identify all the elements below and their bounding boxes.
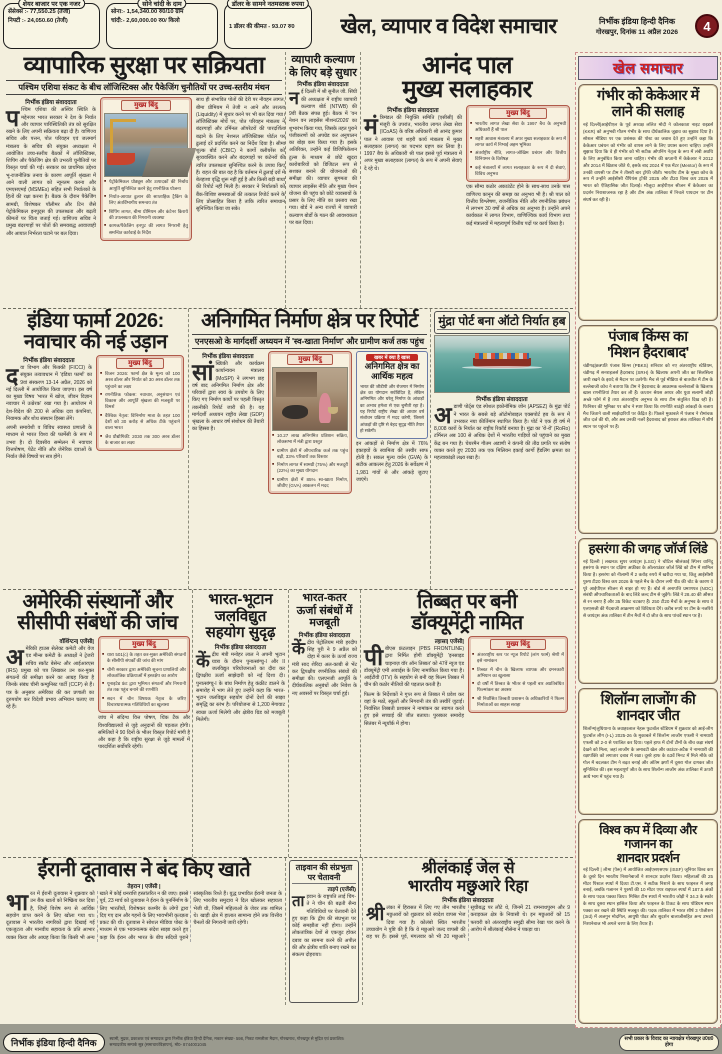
headline: ताइवान की संप्रभुता पर चेतावनी (292, 863, 356, 884)
key-points-list (100, 371, 180, 446)
sports-article-gambhir-kkr (578, 84, 718, 321)
harbor-cranes-photo (104, 113, 188, 177)
page-number-badge: 4 (695, 14, 719, 38)
key-point: ■ कागज/पैकेजिंग इनपुट की लागत निगरानी हेतु समन्वित कार्रवाई के निर्देश (104, 223, 188, 236)
key-points-title: मुख्य बिंदु (119, 639, 169, 650)
dateline: ल्हासा| एजेंसी| (434, 639, 464, 645)
key-points-list (104, 179, 188, 235)
drop-cap: द (6, 363, 19, 389)
key-points-list (272, 433, 348, 489)
drop-cap: प (6, 105, 20, 132)
sports-body: नई दिल्ली | लखनऊ सुपर जायंट्स (LSG) ने चोटिल श्रीलंकाई स्पिनर वानिंदु हसरंगा के स्थान पर दक्षिण अफ्रीका के ऑलराउंडर जॉर्ज लिंडे को टीम में शामिल किया है। हसरंगा को नीलामी में 2 करोड़ रुपये में खरीदा गया था, किंतु आईसीसी पुरुष टी20 विश्व कप 2026 के पहले मैच के दौरान लगी पीठ की चोट के कारण वे पूरे आईपीएल सीजन से बाहर हो गए हैं। बोर्ड से अनापत्ति प्रमाणपत्र (NOC) संबंधी औपचारिकताओं के बाद लिंडे जल्द टीम से जुड़ेंगे। लिंडे ने 28.40 की औसत से रन बनाए हैं और 35 विकेट चटकाए हैं। 250 टी20 मैचों के अनुभव के साथ वे एलएसजी की गेंदबाजी आक्रमण को विविधता देंगे। करीब रुपये पर टीम के नजरिये से जायंट्स अंक तालिका में तीन मैचों में दो जीत के साथ पांचवें स्थान पर है। (583, 558, 714, 618)
article-bhutan-hydro (193, 590, 289, 857)
article-iran-embassy (3, 858, 286, 1005)
article-india-pharma (3, 309, 189, 589)
drop-cap: श्री (366, 904, 385, 926)
sports-rail (575, 52, 721, 1028)
headline-line1: आनंद पाल (422, 52, 512, 79)
article-anand-pal (361, 52, 573, 308)
headline-line2: सीसीपी संबंधों की जांच (17, 612, 178, 634)
key-point: ■ शिपिंग लागत, बीमा प्रीमियम और कंटेनर किराये की उपलब्धता की निगरानी व्यवस्था (104, 209, 188, 222)
drop-cap: मं (364, 112, 378, 139)
hut-shape (276, 372, 317, 397)
article-body: दवा विभाग और फिक्की (FICCI) के संयुक्त तत्वावधान में 'इंडिया फार्मा' का 9वां संस्करण 13-14 अप्रैल, 2026 को नई दिल्ली में आयोजित किया जाएगा। इस वर्ष का मुख्य विषय 'भारत में खोज, जीवन विज्ञान नवाचार में उत्प्रेरक' रखा गया है। आयोजन में देश-विदेश की 200 से अधिक दवा कंपनियां, नियामक और शोध संस्थान हिस्सा लेंगे। (6, 363, 92, 422)
byline: निर्भीक इंडिया संवाददाता (202, 354, 254, 360)
headline-line2: मुख्य सलाहकार (402, 76, 532, 104)
key-points-list (472, 652, 564, 708)
byline: निर्भीक इंडिया संवाददाता (387, 107, 439, 114)
key-point: ■ निर्माण लागत में सामग्री (75%) और मजदूरी (22%) का मुख्य योगदान (272, 462, 348, 475)
key-points-title: मुख्य बिंदु (490, 639, 545, 650)
byline: निर्भीक इंडिया संवाददाता (297, 82, 349, 89)
sensex-value: सेंसेक्स :- 77,550.25 (तेजी) (8, 9, 71, 15)
sports-headline: हसरंगा की जगह जॉर्ज लिंडे (588, 541, 708, 556)
key-point: ■ धारा 501(c) के तहत कर-मुक्त अमेरिकी संगठनों के सीसीपी संपर्कों की जांच की मांग (102, 652, 186, 665)
headline: भारत-कतर ऊर्जा संबंधों में मजबूती (296, 592, 353, 630)
sports-body: नई दिल्ली | लीमा (पेरू) में आयोजित आईएसएसएफ (ISSF) जूनियर विश्व कप के दूसरे दिन भारतीय निशानेबाजों ने शानदार प्रदर्शन किया। महिलाओं की 25 मीटर पिस्टल स्पर्धा में दिव्या टी.एस. ने सटीक निशाने के साथ फाइनल में जगह बनाई, जबकि गजानन ने पुरुषों की 10 मीटर एयर राइफल स्पर्धा में 187.5 अंकों के साथ पदक पक्का किया। मिश्रित टीम स्पर्धा में भारतीय जोड़ी ने 34.3 के स्कोर के साथ दूसरा स्थान हासिल किया और फाइनल के टिकट के साथ पोडियम स्थान पक्का कर रखने की स्थिति मजबूत की। पदक तालिका में भारत शीर्ष 3 पोजीशन (3rd) में अजगुन मोदगिल, आयुषी पोढर और सुदर्शन बालाजीसहित अन्य उभरते निशानेबाज भी अगले चरण के लिए तैयार हैं। (583, 867, 713, 926)
key-point: ■ श्री निर्वासित तिब्बती प्रशासन के अधिकारियों ने फिल्म निर्माताओं का साहस सराहा (472, 696, 564, 709)
sports-article-punjab-kings (578, 325, 718, 534)
highlight-box (356, 351, 428, 439)
sports-banner: खेल समाचार (578, 56, 718, 80)
article-body: नई दिल्ली में श्री सुनील जी. सिंघी की अध्यक्षता में राष्ट्रीय व्यापारी कल्याण बोर्ड (NTWB) की 9वीं बैठक संपन्न हुई। बैठक में 'वन नेशन वन लाइसेंस मीशन/2026' का शुभारंभ किया गया, जिसके तहत पुराने पंजीकरणों को अपग्रेड कर अनुपालन का बोझ कम किया गया है। इसके अतिरिक्त, उन्होंने कई डिजिफिकेशन टूल्स के माध्यम से छोटे खुदरा कारोबारियों को डिजिटल रूप से सशक्त बनाने की योजनाओं की समीक्षा की। व्यापार सुगमता की व्यापार लाइसेंस नीति और मुख्य पेंशन योजना की पहुंच को छोटे व्यवसायों के प्रसार के लिए नीति का प्रस्ताव रखा गया। बोर्ड ने अन्य राज्यों में व्यापारी कल्याण बोर्डों के गठन की आवश्यकता पर बल दिया। (289, 88, 357, 226)
drop-cap: सां (192, 359, 214, 385)
key-point: ■ कई मंत्रालयों में लागत सलाहकार के रूप में दी सेवाएं, विविध अनुभव (470, 165, 566, 178)
key-points-box (468, 636, 568, 713)
dock-shape (142, 148, 196, 177)
metal-ticker-box (106, 3, 218, 49)
basket-shape (328, 407, 338, 414)
highlight-title: अनिगमित क्षेत्र का आर्थिक महत्व (364, 361, 420, 381)
key-points-title: मुख्य बिंदु (489, 108, 547, 119)
crane-icon (110, 119, 113, 153)
article-body: अमेरिकी हाउस सेलेक्ट कमेटी और वेज एंड मीन्स कमेटी के अध्यक्षों ने ट्रेजरी सचिव स्कॉट बेसेन्ट और आईआरएस (IRS) प्रमुख को पत्र लिखकर उन कर-मुक्त संगठनों की समीक्षा करने का आग्रह किया है जिनके संबंध चीनी कम्युनिस्ट पार्टी (CCP) से हैं। पत्र के अनुसार अमेरिका की कर प्रणाली का दुरुपयोग कर विदेशी प्रभाव अभियान चलाए जा रहे हैं। (6, 644, 94, 710)
key-points-list (102, 652, 186, 708)
nifty-value: निफ्टी :- 24,050.60 (तेजी) (8, 17, 68, 24)
headline-line2: भारतीय मछुआरे रिहा (407, 877, 529, 895)
byline: निर्भीक इंडिया संवाददाता (476, 397, 528, 404)
masthead-edition: गोरखपुर, दिनांक 11 अप्रैल 2026 (595, 29, 679, 36)
article-body: भारत में ईरानी दूतावास ने शुक्रवार को उन बैंक खातों को निष्क्रिय कर दिया है, जिन्हें विशेष रूप से आर्थिक सहयोग प्राप्त करने के लिए खोला गया था। दूतावास ने भारतीय नागरिकों द्वारा दिखाई गई एकजुटता और मानवीय सहायता के प्रति आभार व्यक्त किया और आग्रह किया कि किसी भी अन्य खाते में कोई धनराशि हस्तांतरित न की जाए। इससे पूर्व, 23 मार्च को दूतावास ने ईरान के पुनर्निर्माण के लिए भारतीयों, विशेषकर कश्मीर के लोगों द्वारा दिए गए दान और गहनों के लिए भावभीनी कृतज्ञता प्रकट की थी। दूतावास ने सोशल मीडिया पोस्ट के माध्यम से एक भावनात्मक संदेश साझा करते हुए कहा कि ईरान और भारत के बीच सदियों पुराने सांस्कृतिक रिश्ते हैं। युद्ध प्रभावित ईरानी जनता के लिए भारतीय समुदाय ने दिल खोलकर सहायता भेजी थी, जिसमें महिलाओं के जेवर तक शामिल थे। खाड़ी क्षेत्र में हालात सामान्य होने तक वित्तीय चैनलों की निगरानी जारी रहेगी। (6, 889, 282, 941)
drop-cap: ता (292, 893, 305, 911)
footer-logo: निर्भीक इंडिया हिन्दी दैनिक (3, 1033, 105, 1052)
article-body: श्री लंका में हिरासत में लिए गए तीन भारतीय मछुआरों को शुक्रवार को स्वदेश वापस भेज दिया गया है। कोलंबो स्थित भारतीय उच्चायोग ने पुष्टि की है कि ये मछुआरे जल्द वापसी की राह पर हैं। इससे पूर्व, मंगलवार को भी 20 मछुआरे सूचीबद्ध पर लौटे थे, जिनमें 21 रामनाथपुरम और 9 कराइकल क्षेत्र के निवासी थे। इन मछुआरों को 15 फरवरी को अंतरराष्ट्रीय समुद्री सीमा रेखा पार करने के आरोप में श्रीलंकाई नौसेना ने पकड़ा था। (366, 904, 570, 941)
drop-cap: अ (434, 402, 452, 429)
highlight-chip: खबर में क्या है खास (366, 354, 417, 361)
crane-arm-icon (110, 119, 136, 122)
key-point: ■ अंतरराष्ट्रीय स्तर पर न्यूज रिपोर्ट (लांग फार्म) श्रेणी में इसे नामांकन (472, 652, 564, 665)
key-point: ■ पेट्रोकेमिकल प्रोड्यूस और उत्पादकों की निर्बाध आपूर्ति सुनिश्चित करने हेतु रणनीतिक योजना (104, 179, 188, 192)
article-body: ताइवान के राष्ट्रपति लाई चिंग-ते ने चीन की बढ़ती सैन्य गतिविधियों पर चेतावनी देते हुए कहा कि द्वीप की संप्रभुता पर कोई समझौता नहीं होगा। उन्होंने लोकतांत्रिक देशों से एकजुट होकर दबाव का सामना करने की अपील की और क्षेत्रीय शांति बनाए रखने का संकल्प दोहराया। (292, 893, 356, 959)
wake-shape (462, 366, 542, 369)
masthead-name: निर्भीक इंडिया हिन्दी दैनिक (598, 17, 676, 26)
key-point: ■ 10.27 लाख अनिगमित प्रतिष्ठान सक्रिय, लोकसभा में मंत्री द्वारा प्रस्तुत (272, 433, 348, 446)
byline: निर्भीक इंडिया संवाददाता (442, 898, 494, 905)
masthead (585, 16, 689, 36)
highlight-body: भारत की जीडीपी और रोजगार में निर्माण क्षेत्र का योगदान सर्वविदित है, लेकिन अनिगमित और घरेलू निर्माण के आंकड़ों का अभाव हमेशा से एक चुनौती रहा है। यह रिपोर्ट राष्ट्रीय लेखा की आधार वर्ष संशोधन प्रक्रिया में मदद करेगी, जिससे आंकड़ों की दृष्टि से बेहद सुदृढ़ नीति तैयार हो सकेगी। (360, 383, 424, 434)
key-points-box (96, 355, 184, 451)
article-body-continued: जांच में संदिग्ध वित्त पोषण, थिंक टैंक और विश्वविद्यालयों से जुड़े अनुदानों की पड़ताल होगी। समितियों ने 90 दिनों के भीतर विस्तृत रिपोर्ट मांगी है और कहा है कि राष्ट्रीय सुरक्षा से जुड़े मामलों में पारदर्शिता सर्वोपरि रहेगी। (98, 715, 190, 751)
sports-body: शिलॉन्ग|लुधियाना के जवाहरलाल नेहरू फुटबॉल स्टेडियम में शुक्रवार को आई-लीग फुटबॉल लीग (I-L) 2025-26 के मुकाबले में शिलॉन्ग लाजोंग एफसी ने नामधारी एफसी को 2-0 से पराजित कर दिया। पहले हाफ में दोनों टीमों के बीच कड़ा संघर्ष देखने को मिला, जहां लाजोंग के जमावटी खेल और काउंटर-अटैक ने नामधारी की रक्षापंक्ति को लगातार दबाव में रखा। दूसरे हाफ के 63वें मिनट में मिले मौके को गोल में बदलकर टीम ने बढ़त बनाई और अंतिम क्षणों में दूसरा गोल दागकर जीत सुनिश्चित की। इस महत्वपूर्ण जीत के साथ शिलॉन्ग लाजोंग अंक तालिका में ऊपरी आधे भाग में पहुंच गया है। (583, 726, 713, 779)
headline: मुंद्रा पोर्ट बना ऑटो निर्यात हब (437, 314, 567, 330)
sports-article-shillong-lajong (578, 688, 718, 815)
drop-cap: अ (6, 644, 24, 670)
article-body-continued: इन आंकड़ों से निर्माण क्षेत्र में 76% इकाइयों के स्वामित्व की तस्वीर साफ होती है। सकल मूल्य वर्धन (GVA) के सटीक आकलन हेतु 2026 के सर्वेक्षण में 1,981 गांवों से और आंकड़े जुटाए जाएंगे। (356, 440, 428, 483)
headline-line1: इंडिया फार्मा 2026: (27, 310, 164, 332)
article-construction-report (189, 309, 431, 589)
article-body: केंद्रीय मंत्री मनोहर लाल ने अपनी भूटान यात्रा के दौरान पुनात्सांग्चु-I और II जलविद्युत परियोजनाओं का दौरा कर द्विपक्षीय ऊर्जा साझेदारी को नई दिशा दी। पुनात्सांग्चु-I के बांध निर्माण हेतु कंक्रीट डालने के समारोह में भाग लेते हुए उन्होंने कहा कि भारत-भूटान जलविद्युत सहयोग दोनों देशों की साझा समृद्धि का स्तंभ है। परियोजना से 1,200 मेगावाट स्वच्छ ऊर्जा मिलेगी और क्षेत्रीय ग्रिड को मजबूती मिलेगी। (196, 650, 285, 723)
article-us-ccp-probe (3, 590, 193, 857)
article-mundra-port (431, 309, 573, 589)
top-ticker-bar (3, 3, 719, 49)
key-point: ■ जैव प्रौद्योगिकी: 2030 तक 300 अरब डॉलर के बाजार का लक्ष्य (100, 434, 180, 447)
key-points-title: मुख्य बिंदु (116, 358, 164, 369)
dollar-ticker-box (224, 3, 312, 49)
sports-headline: विश्व कप में दिव्या और गजानन का शानदार प्रदर्शन (599, 823, 697, 865)
key-point: ■ तिब्बत में चीन के खिलाफ व्यापक और दमनकारी अभियान का खुलासा (472, 667, 564, 680)
main-news-area (3, 52, 573, 1028)
key-points-box (98, 636, 190, 713)
key-point: ■ अंतर्राष्ट्रीय नीति, लागत-जोखिम प्रबंधन और वित्तीय विनियमन के विशेषज्ञ (470, 150, 566, 163)
key-points-list (470, 121, 566, 177)
sports-article-shooting-worldcup (578, 819, 718, 1024)
article-taiwan-warning (286, 858, 363, 1005)
article-body: अडाणी पोर्ट्स एंड स्पेशल इकोनॉमिक जोन (APSEZ) के मुंद्रा पोर्ट ने भारत के सबसे बड़े ऑटोमोबाइल एक्सपोर्ट हब के रूप में उभरकर नया कीर्तिमान स्थापित किया है। पोर्ट ने एक ही वर्ष में 8,008 कारों के निर्यात का राष्ट्रीय रिकॉर्ड बनाया है। मुंद्रा का 'रो-रो' (RoRo) टर्मिनल अब 100 से अधिक देशों में भारतीय गाड़ियों को पहुंचाने का मुख्य केंद्र बन गया है। चेयरमैन गौतम अडाणी ने कंपनी की तीव्र प्रगति पर संतोष व्यक्त करते हुए 2030 तक एक मिलियन इकाई कार्गो हैंडलिंग क्षमता का महत्वाकांक्षी लक्ष्य रखा है। (434, 402, 570, 462)
containers-shape (475, 353, 529, 359)
byline: निर्भीक इंडिया संवाददाता (214, 644, 267, 651)
article-body-continued: एक सौम्य कठोर अकाउंटेंट होने के साथ-साथ उनके पास वाणिज्य कानून की समझ का अनुभव भी है। श्री पाल को वित्तीय विश्लेषण, राजनीतिक नीति और रणनीतिक प्रबंधन में लगभग 30 वर्षों से अधिक का अनुभव है। उन्होंने अपने कार्यकाल में लागत विभाग, वाणिज्यिक कार्य विभाग तथा कई मंत्रालयों में महत्वपूर्ण वित्तीय पदों पर कार्य किया है। (466, 184, 570, 227)
key-point: ■ निर्यात-आयात ढुलान की साप्ताहिक ट्रैकिंग के लिए अंतर्विभागीय समन्वय तंत्र (104, 194, 188, 207)
key-point: ■ सदन में चीन विषयक नेतृत्व के जरिए विचारधारात्मक गतिविधियों का खुलासा (102, 696, 186, 709)
headline-line1: तिब्बत पर बनी (417, 591, 517, 613)
jurisdiction-note: सभी प्रकार के विवाद का न्यायक्षेत्र गोरखपुर उ0प्र0 होगा (619, 1034, 719, 1051)
key-points-title: मुख्य बिंदु (287, 354, 333, 365)
drop-cap: न (289, 88, 299, 109)
dollar-ticker-title: डॉलर के सामने नतमस्तक रुपया (227, 0, 309, 9)
article-qatar-energy (289, 590, 361, 857)
article-body: पीबीएस फ्रंटलाइन (PBS FRONTLINE) द्वारा निर्मित होगी डॉक्यूमेंट्री 'इनसाइड चाइनाज़ वॉर ऑन तिब्बत' को 47वें न्यूज एंड डॉक्यूमेंट्री एमी अवार्ड्स के लिए नामांकित किया गया है। आईटीवी (ITV) के सहयोग से बनी यह फिल्म तिब्बत में चीन की कठोर नीतियों की पड़ताल करती है। (364, 644, 464, 689)
drop-cap: कें (196, 650, 210, 671)
sports-body: नई दिल्ली|आईपीएल के पूर्व अध्यक्ष ललित मोदी ने कोलकाता नाइट राइडर्स (KKR) को अनुभवी गौतम गंभीर के साथ दीर्घकालिक जुड़ाव का सुझाव दिया है। सोशल मीडिया पर एक प्रशंसक की पोस्ट का जवाब देते हुए उन्होंने कहा कि केकेआर प्रबंधन को गंभीर को वापस लाने के लिए प्रयास करना चाहिए। उन्होंने सुझाव दिया कि वे ही गंभीर को भी सटीक ओपनिंग नेतृत्व के रूप में लंबी अवधि के लिए अनुबंधित किया जाना चाहिए। गंभीर की कप्तानी में केकेआर ने 2012 और 2014 में खिताब जीते थे, इसके बाद 2024 में एक मेंटर (Mentor) के रूप में उनकी वापसी पर टीम ने तीसरी बार ट्रॉफी जीती। भारतीय टीम के मुख्य कोच के रूप में उन्होंने आईसीसी चैंपियंस ट्रॉफी 2025 और टी20 विश्व कप 2026 में भारत को ऐतिहासिक जीत दिलाई। मौजूदा आईपीएल सीजन में केकेआर का प्रदर्शन निराशाजनक रहा है और टीम अंक तालिका में निचले पायदान पर टीम संघर्ष कर रही है। (583, 122, 713, 202)
drop-cap: कें (292, 638, 306, 658)
headline: अनिगमित निर्माण क्षेत्र पर रिपोर्ट (201, 310, 418, 332)
silver-value: चांदी:- 2,60,000.00 रु0/ किलो (111, 17, 180, 24)
key-point: ■ शहरी आवास मंत्रालय में अपर मुख्य सलाहकार के रूप में लागत कार्य में निभाई अहम भूमिका (470, 136, 566, 149)
key-point: ■ विजन 2026: फार्मा क्षेत्र के मूल्य को 100 अरब डॉलर और निर्यात को 30 अरब डॉलर तक पहुंचाने का लक्ष्य (100, 371, 180, 390)
subhead: एनएसओ के मार्गदर्शी अध्ययन में 'स्व-खाता निर्माण' और ग्रामीण कर्ज तक पहुंच (192, 334, 427, 349)
container-ship-photo (434, 335, 570, 393)
section-title: खेल, व्यापार व विदेश समाचार (340, 15, 557, 38)
sports-headline: गंभीर को केकेआर में लाने की सलाह (597, 88, 699, 121)
article-trade-security (3, 52, 286, 308)
byline: निर्भीक इंडिया संवाददाता (23, 358, 75, 364)
headline: व्यापारिक सुरक्षा पर सक्रियता (23, 52, 265, 79)
ship-hull-shape (107, 153, 135, 165)
village-scene-photo (272, 367, 348, 431)
gold-value: सोना:- 1,54,340.00 रु0/10 ग्राम (111, 9, 184, 15)
subhead: पश्चिम एशिया संकट के बीच लॉजिस्टिक्स और पैकेजिंग चुनौतियों पर उच्च-स्तरीय मंथन (6, 80, 282, 95)
article-trader-welfare (286, 52, 361, 308)
sports-headline: पंजाब किंग्स का 'मिशन हैदराबाद' (607, 329, 689, 362)
imprint-footer (3, 1030, 719, 1054)
article-body: मंत्रिमंडल की नियुक्ति समिति (एसीसी) की मंजूरी के उपरांत, भारतीय लागत लेखा सेवा (ICoAS) के वरिष्ठ अधिकारी श्री आनंद कुमार पाल ने आवास एवं शहरी कार्य मंत्रालय में मुख्य सलाहकार (लागत) का पदभार ग्रहण कर लिया है। 1997 बैच के अधिकारी श्री पाल इससे पूर्व मंत्रालय में अपर मुख्य सलाहकार (लागत) के रूप में अपनी सेवाएं दे रहे थे। (364, 112, 462, 172)
headline: ईरानी दूतावास ने बंद किए खाते (37, 859, 251, 881)
byline: निर्भीक इंडिया संवाददाता (25, 100, 77, 107)
article-body-more: फिल्म के निर्देशकों ने गुप्त रूप से तिब्बत में प्रवेश कर वहां के मठों, स्कूलों और निगरानी तंत्र की तस्वीरें जुटाईं। निर्वासित तिब्बती प्रशासन ने नामांकन का स्वागत करते हुए इसे सच्चाई की जीत बताया। पुरस्कार समारोह सितंबर में न्यूयॉर्क में होगा। (364, 691, 464, 727)
imprint-text: स्वामी, मुद्रक, प्रकाशक एवं सम्पादक द्वारा निर्भीक इंडिया हिन्दी दैनिक, मकान संख्या- 598, निकट रामलीला मैदान, गोरखनाथ, गोरखपुर से मुद्रित एवं प्रकाशित। सम्पादकीय सम्पर्क सूत्र (समाचार/विज्ञापन), मो0- 8744001045 (109, 1036, 345, 1047)
dateline: वॉशिंग्टन| एजेंसी| (59, 639, 94, 645)
key-point: ■ चीनी सरकार द्वारा अमेरिकी सूचना प्रणालियों और लोकतांत्रिक प्रक्रियाओं में हस्तक्षेप का आरोप (102, 667, 186, 680)
headline-line2: नवाचार की नई उड़ान (23, 331, 168, 353)
article-body-continued: साथ ही संभावित पोतों की देरी पर नौवहन लागत, बीमा प्रीमियम में तेजी न आने और तरलता (Liquidity) में सुधार करने पर भी बल दिया गया। लॉजिस्टिक्स मोर्चे पर, पोत परिवहन मंत्रालय ने बंदरगाहों और टर्मिनल ऑपरेटरों की पारदर्शिता बढ़ाने के लिए नेशनल लॉजिस्टिक्स पोर्टल पर ढुलाई दरें प्रदर्शित करने का निर्देश दिया है। सीमा शुल्क बोर्ड (CBIC) ने कार्गो क्लीयरेंस को सुव्यवस्थित करने और बंदरगाहों पर कंटेनरों की त्वरित उपलब्धता सुनिश्चित करने के उपाय किए हैं। राहत की बात यह है कि वर्तमान में ढुलाई दरों में बेतहाशा वृद्धि शुरू नहीं हुई है और किसी बड़ी बाधा की रिपोर्ट नहीं मिली है। सरकार ने निर्यातकों को बैंक-विशिष्ट समस्याओं की तत्काल रिपोर्ट करने के लिए प्रोत्साहित किया है ताकि त्वरित समाधान सुनिश्चित किया जा सके। (196, 97, 286, 213)
headline: भारत-भूटान जलविद्युत सहयोग सुदृढ़ (205, 591, 276, 641)
sports-headline: शिलॉन्ग लाजोंग की शानदार जीत (600, 692, 696, 725)
drop-cap: पी (364, 644, 384, 670)
key-point: ■ भारतीय लागत लेखा सेवा के 1997 बैच के अनुभवी अधिकारी हैं श्री पाल (470, 121, 566, 134)
key-points-box (100, 97, 192, 240)
key-point: ■ ग्रामीण क्षेत्रों में 85% स्व-खाता निर्माण, जीवीए (GVA) आकलन में मदद (272, 477, 348, 490)
key-points-title: मुख्य बिंदु (121, 100, 171, 111)
sports-body: चंडीगढ़|छत्रपति पंजाब किंग्स (PBKS) शनिवार को नए अंतरराष्ट्रीय स्टेडियम, चंडीगढ़ में सनराइजर्स हैदराबाद (SRH) के खिलाफ अपनी जीत का सिलसिला जारी रखने के इरादे से मैदान पर उतरेगी। मैच से पूर्व मीडिया से बातचीत में टीम के बल्लेबाजी कोच ने बताया कि टीम ने हैदराबाद के आक्रामक बल्लेबाजों के खिलाफ खास रणनीतियां तैयार कर ली हैं। कप्तान श्रेयस अय्यर और युवा सलामी जोड़ी अच्छे फॉर्म में है तथा अंतरराष्ट्रीय अनुभव के साथ टीम संतुलित दिख रही है। फिनिशर की भूमिका पर कोच ने स्पष्ट किया कि रणनीति बाउंड्री आंकड़ों के बजाय मैच जिताने वाली साझेदारियों पर केंद्रित है। पिछले मुकाबले में पंजाब ने रोमांचक जीत दर्ज की थी, और अब उनकी नजरें हैदराबाद को हराकर अंक तालिका में शीर्ष स्थान पर पहुंचने पर हैं। (583, 363, 713, 430)
article-body: पश्चिम एशिया की अस्थिर स्थिति के मद्देनजर भारत सरकार ने देश के निर्यात और व्यापार पारिस्थितिकी तंत्र को सुरक्षित रखने के लिए अपनी सक्रियता बढ़ा दी है। वाणिज्य सचिव और पत्तन, पोत परिवहन एवं जलमार्ग मंत्रालय के सचिव की संयुक्त अध्यक्षता में आयोजित उच्च-स्तरीय बैठकों में लॉजिस्टिक्स, शिपिंग और पैकेजिंग क्षेत्र की उभरती चुनौतियों पर विस्तृत चर्चा की गई। सरकार का प्राथमिक उद्देश्य भू-राजनीतिक तनाव के कारण आपूर्ति श्रृंखला में आने वाली लागत को न्यूनतम करना और एमएसएमई (MSMEs) सहित सभी निर्यातकों के हितों की रक्षा करना है। बैठक के दौरान पैकेजिंग सामग्री, विशेषकर पॉलीमर और टिन जैसे पेट्रोकेमिकल इनपुट्स की उपलब्धता और बढ़ती कीमतों पर चिंता जताई गई। वाणिज्य सचिव ने प्रमुख बंदरगाहों पर पोतों की समयबद्ध आवाजाही और आयात निर्भरता घटाने पर बल दिया। (6, 105, 96, 237)
key-points-box (268, 351, 352, 494)
article-fishermen-released (363, 858, 573, 1005)
dateline: तेहरान | एजेंसी | (127, 884, 161, 890)
article-body: केंद्रीय पेट्रोलियम मंत्री हरदीप सिंह पुरी ने 9 अप्रैल को दोहा में कतर के ऊर्जा राज्य मंत्री साद शेरिदा अल-काबी से भेंट कर द्विपक्षीय रणनीतिक संबंधों की समीक्षा की। एलएनजी आपूर्ति के दीर्घकालिक अनुबंधों और निवेश के नए अवसरों पर विस्तृत चर्चा हुई। (292, 638, 357, 697)
mundra-headline-box (434, 311, 570, 334)
article-body-more: अपनी समावेशी व विविध स्वास्थ्य प्रणाली के माध्यम से भारत विश्व की फार्मेसी के रूप में उभरा है। दो दिवसीय सम्मेलन में नवाचार वित्तपोषण, पेटेंट नीति और जेनेरिक दवाओं के निर्यात जैसे विषयों पर सत्र होंगे। (6, 425, 92, 460)
key-point: ■ दो वर्षों में तिब्बत के भीतर से पहली बार अप्रतिबंधित फिल्मांकन का अवसर (472, 681, 564, 694)
key-points-box (466, 105, 570, 182)
dateline: ताइपे (एजेंसी) (327, 887, 356, 894)
key-point: ■ वैश्विक नेतृत्व: विनिर्माण मात्रा के तहत 100 देशों को 30 करोड़ से अधिक टीके पहुंचाने वाला भारत (100, 413, 180, 432)
key-point: ■ यूनाइटेड फ्रंट द्वारा भूमिगत संगठनों और निगरानी तंत्र तक पहुंच बनाने की रणनीति (102, 681, 186, 694)
key-point: ■ रणनीतिक फोकस: नवाचार, अनुसंधान एवं विकास और आपूर्ति श्रृंखला की मजबूती पर विमर्श (100, 392, 180, 411)
sports-article-linde-hasaranga (578, 538, 718, 684)
key-point: ■ ग्रामीण क्षेत्रों में औपचारिक कर्ज तक पहुंच बढ़ी, 33% परिवारों तक विस्तार (272, 448, 348, 461)
article-tibet-documentary (361, 590, 573, 857)
byline: निर्भीक इंडिया संवाददाता (298, 632, 351, 639)
headline-line1: श्रीलंकाई जेल से (421, 860, 515, 877)
drop-cap: भा (6, 889, 29, 915)
headline: व्यापारी कल्याण के लिए बड़े सुधार (289, 54, 357, 79)
market-ticker-box (3, 3, 100, 49)
headline-line2: डॉक्यूमेंट्री नामित (411, 612, 523, 634)
market-ticker-title: शेयर बाजार पर एक नजर (18, 0, 86, 9)
article-body: सांख्यिकी और कार्यक्रम कार्यान्वयन मंत्रालय (MoSPI) ने लगभग छह वर्ष बाद अनिगमित निर्माण क्षेत्र और परिवारों द्वारा स्वयं के उपयोग के लिए किए गए निर्माण कार्यों पर पहली विस्तृत तकनीकी रिपोर्ट जारी की है। यह मार्गदर्शी अध्ययन राष्ट्रीय लेखा (GDP) श्रृंखला के आधार वर्ष संशोधन की तैयारी का हिस्सा है। (192, 359, 264, 433)
headline-line1: अमेरिकी संस्थानों और (22, 591, 173, 613)
cow-shape (282, 405, 308, 419)
dollar-value: 1 डॉलर की कीमत - 93.07 रु0 (229, 23, 295, 30)
metal-ticker-title: सोने चांदी के दाम (137, 0, 186, 9)
